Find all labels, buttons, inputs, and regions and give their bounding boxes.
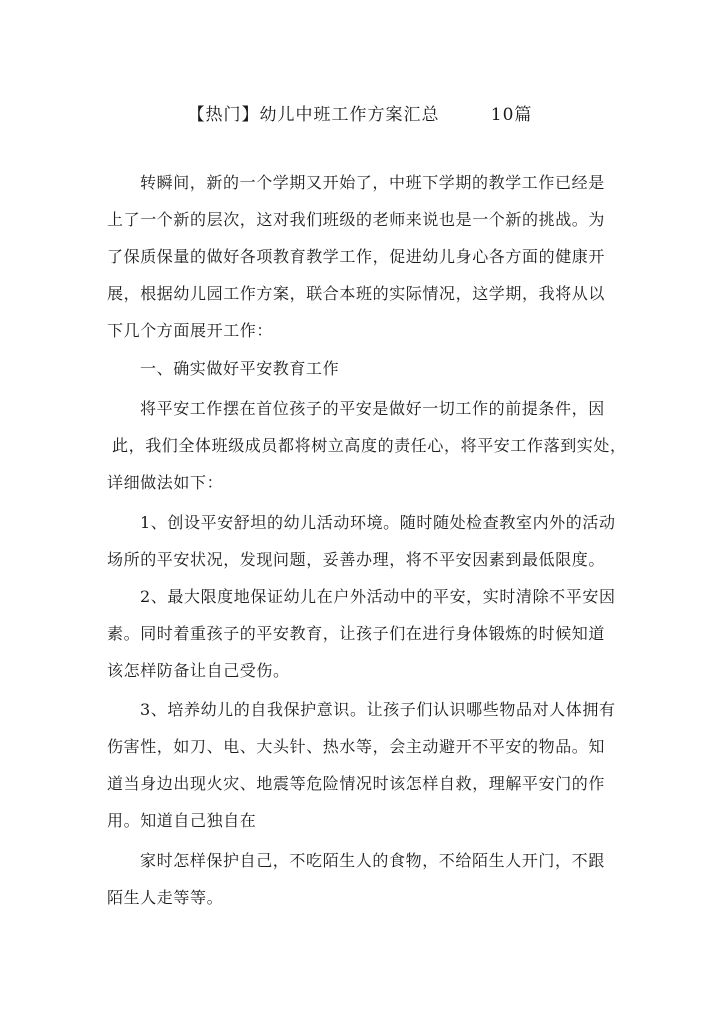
paragraph-line: 将平安工作摆在首位孩子的平安是做好一切工作的前提条件，因 [140, 399, 605, 418]
list-item-line: 用。知道自己独自在 [107, 811, 257, 830]
paragraph-line: 陌生人走等等。 [107, 888, 224, 907]
list-item-line: 场所的平安状况，发现问题，妥善办理，将不平安因素到最低限度。 [107, 550, 606, 569]
paragraph-line: 上了一个新的层次，这对我们班级的老师来说也是一个新的挑战。为 [107, 210, 606, 229]
list-item-line: 道当身边出现火灾、地震等危险情况时该怎样自救，理解平安门的作 [107, 774, 606, 793]
paragraph-line: 下几个方面展开工作： [107, 321, 274, 340]
paragraph-line: 家时怎样保护自己，不吃陌生人的食物，不给陌生人开门，不跟 [140, 851, 605, 870]
list-item-line: 伤害性，如刀、电、大头针、热水等，会主动避开不平安的物品。知 [107, 737, 606, 756]
paragraph-line: 了保质保量的做好各项教育教学工作，促进幼儿身心各方面的健康开 [107, 247, 606, 266]
list-item-line: 2、最大限度地保证幼儿在户外活动中的平安，实时清除不平安因 [140, 587, 616, 606]
paragraph-line: 展，根据幼儿园工作方案，联合本班的实际情况，这学期，我将从以 [107, 284, 606, 303]
list-item-line: 3、培养幼儿的自我保护意识。让孩子们认识哪些物品对人体拥有 [140, 700, 616, 719]
document-title: 【热门】幼儿中班工作方案汇总 10篇 [187, 105, 533, 125]
list-item-line: 该怎样防备让自己受伤。 [107, 661, 290, 680]
paragraph-line: 转瞬间，新的一个学期又开始了，中班下学期的教学工作已经是 [140, 173, 605, 192]
list-item-line: 1、创设平安舒坦的幼儿活动环境。随时随处检查教室内外的活动 [140, 513, 616, 532]
list-item-line: 素。同时着重孩子的平安教育，让孩子们在进行身体锻炼的时候知道 [107, 624, 606, 643]
paragraph-line: 详细做法如下： [107, 473, 224, 492]
section-heading: 一、确实做好平安教育工作 [140, 359, 340, 378]
paragraph-line: 此，我们全体班级成员都将树立高度的责任心，将平安工作落到实处， [112, 436, 627, 455]
